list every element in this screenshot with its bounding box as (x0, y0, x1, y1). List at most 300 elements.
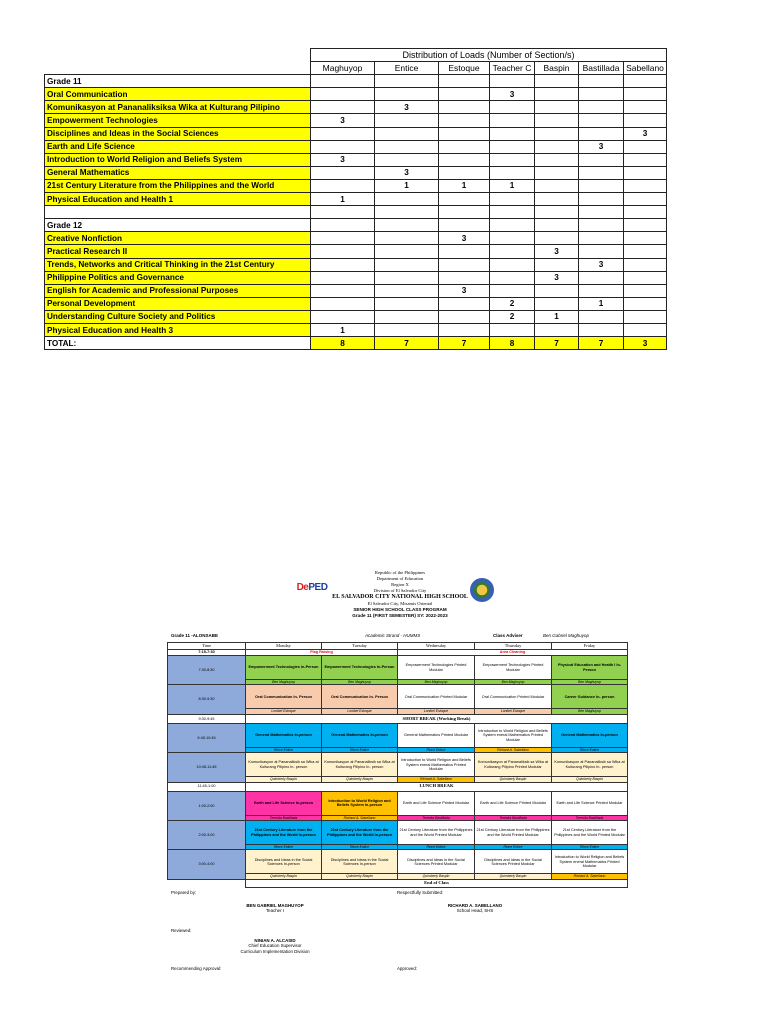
subject-row (45, 232, 667, 245)
subject-name: Physical Education and Health 3 (45, 323, 311, 336)
load-value (490, 101, 535, 114)
total-value: 7 (375, 337, 439, 350)
load-value (490, 284, 535, 297)
subject-name: Physical Education and Health 1 (45, 193, 311, 206)
time-cell: 7:15-7:30 (168, 650, 246, 656)
end-row (168, 879, 628, 887)
load-value (439, 166, 490, 179)
class-subject: Introduction to World Religion and Beliefs System eneral Mathematics Printed Modular (552, 850, 628, 874)
deped-logo: DePED (296, 582, 328, 593)
class-subject: Introduction to World Religion and Beliefs System In-person (322, 791, 398, 815)
load-value (579, 310, 624, 323)
load-value (579, 114, 624, 127)
class-teacher: Ben Maghuyop (398, 680, 475, 685)
signature-block (165, 888, 635, 1018)
class-teacher: Quimberly Baspin (322, 874, 398, 879)
class-row (168, 753, 628, 777)
load-value (375, 153, 439, 166)
loads-title: Distribution of Loads (Number of Section/s) (311, 49, 667, 62)
load-value (439, 114, 490, 127)
load-value (490, 114, 535, 127)
subject-name: Empowerment Technologies (45, 114, 311, 127)
subject-name: Earth and Life Science (45, 140, 311, 153)
load-value: 1 (311, 323, 375, 336)
class-subject: 21st Century Literature from the Philippines and the World Printed Modular (398, 821, 475, 845)
class-subject: Disciplines and Ideas in the Social Sciences Printed Modular (398, 850, 475, 874)
subject-row (45, 245, 667, 258)
class-teacher: Lonibel Estoque (246, 709, 322, 714)
load-value (535, 232, 579, 245)
subject-row (45, 101, 667, 114)
class-teacher: Richard A. Sabellano (552, 874, 628, 879)
break-label: LUNCH BREAK (246, 782, 628, 791)
load-value: 3 (375, 166, 439, 179)
subject-row (45, 88, 667, 101)
class-teacher: Ben Maghuyop (552, 680, 628, 685)
load-value (490, 323, 535, 336)
load-value (375, 284, 439, 297)
letterhead (165, 570, 635, 632)
teacher-header: Maghuyop (311, 62, 375, 75)
class-subject: Introduction to World Religion and Beliefs System eneral Mathematics Printed Modular (475, 723, 552, 747)
load-value (311, 297, 375, 310)
class-subject: Empowerment Technologies Printed Modular (475, 656, 552, 680)
time-cell: 9:30-9:45 (168, 714, 246, 723)
load-value: 3 (535, 271, 579, 284)
load-value: 1 (490, 179, 535, 192)
teacher-header: Entice (375, 62, 439, 75)
letterhead-line-1: Republic of the Philippines (374, 570, 426, 575)
empty-cell (375, 206, 439, 219)
load-value (375, 297, 439, 310)
day-header: Tuesday (322, 643, 398, 650)
load-value (490, 193, 535, 206)
load-value (311, 127, 375, 140)
load-value (490, 166, 535, 179)
class-subject: 21st Century Literature from the Philippines and the World In-person (322, 821, 398, 845)
program-subtitle: Grade 11 (FIRST SEMESTER) SY: 2022-2023 (352, 612, 448, 618)
blank-cell (168, 879, 246, 887)
load-value (535, 297, 579, 310)
load-value (375, 245, 439, 258)
blank-cell (45, 49, 311, 62)
class-teacher: Rince Entice (552, 747, 628, 752)
subject-name: Philippine Politics and Governance (45, 271, 311, 284)
load-value: 3 (624, 127, 667, 140)
load-value (624, 140, 667, 153)
class-subject: Oral Communication Printed Modular (398, 685, 475, 709)
class-teacher: Teresita Bastillada (552, 815, 628, 820)
subject-name: Introduction to World Religion and Beliefs System (45, 153, 311, 166)
schedule-header-row (168, 643, 628, 650)
subject-row (45, 297, 667, 310)
recommending-label: Recommending Approval: (171, 965, 222, 971)
subject-row (45, 284, 667, 297)
submitted-label: Respectfully Submitted: (397, 889, 444, 895)
load-value: 1 (535, 310, 579, 323)
empty-cell (490, 75, 535, 88)
subject-name: 21st Century Literature from the Philippines and the World (45, 179, 311, 192)
class-teacher: Rince Entice (322, 747, 398, 752)
empty-cell (45, 206, 311, 219)
load-value: 2 (490, 297, 535, 310)
loads-title-row (45, 49, 667, 62)
load-value (311, 271, 375, 284)
load-value (375, 258, 439, 271)
class-subject: General Mathematics In-person (552, 723, 628, 747)
empty-cell (375, 75, 439, 88)
day-header: Friday (552, 643, 628, 650)
class-subject: Disciplines and Ideas in the Social Sciences Printed Modular (475, 850, 552, 874)
subject-row (45, 179, 667, 192)
class-teacher: Quimberly Baspin (322, 777, 398, 782)
class-subject: Earth and Life Science Printed Modular (398, 791, 475, 815)
time-cell: 10:45-11:45 (168, 753, 246, 782)
empty-cell (375, 219, 439, 232)
grade-label: Grade 12 (45, 219, 311, 232)
break-row (168, 782, 628, 791)
subject-row (45, 310, 667, 323)
class-subject: Career Guidance In- person (552, 685, 628, 709)
load-value: 3 (535, 245, 579, 258)
subject-name: Understanding Culture Society and Politics (45, 310, 311, 323)
load-value (311, 101, 375, 114)
time-cell: 3:00-4:00 (168, 850, 246, 879)
break-label: SHORT BREAK (Working Break) (246, 714, 628, 723)
day-header: Wednesday (398, 643, 475, 650)
load-value (375, 232, 439, 245)
load-value (311, 284, 375, 297)
empty-cell (535, 219, 579, 232)
load-value (311, 310, 375, 323)
teacher-header: Estoque (439, 62, 490, 75)
load-value (624, 114, 667, 127)
time-cell: 7:30-8:30 (168, 656, 246, 685)
class-subject: Komunikasyon at Pananaliksik sa Wika at Kulturang Pilipino In- person (552, 753, 628, 777)
load-value (535, 114, 579, 127)
reviewed-label: Reviewed: (171, 927, 192, 933)
class-program (165, 570, 635, 1018)
load-value (375, 310, 439, 323)
load-value (439, 271, 490, 284)
class-subject: Oral Communication In- Person (322, 685, 398, 709)
load-value (624, 153, 667, 166)
class-subject: General Mathematics In-person (322, 723, 398, 747)
load-value (579, 193, 624, 206)
class-subject: Oral Communication In- Person (246, 685, 322, 709)
total-value: 3 (624, 337, 667, 350)
letterhead-line-2: Department of Education (376, 576, 424, 581)
class-subject: Komunikasyon at Pananaliksik sa Wika at Kulturang Pilipino Printed Modular (475, 753, 552, 777)
teacher-header-row (45, 62, 667, 75)
break-row (168, 714, 628, 723)
load-value (375, 114, 439, 127)
load-value (375, 140, 439, 153)
empty-cell (624, 75, 667, 88)
load-value (624, 166, 667, 179)
load-value (375, 127, 439, 140)
strand: Academic Strand - HUMMS (365, 633, 421, 638)
empty-cell (624, 206, 667, 219)
subject-row (45, 114, 667, 127)
class-subject: 21st Century Literature from the Philippines and the World Printed Modular (475, 821, 552, 845)
subject-name: Personal Development (45, 297, 311, 310)
load-value (311, 245, 375, 258)
class-teacher: Lonibel Estoque (398, 709, 475, 714)
class-teacher: Teresita Bastillada (398, 815, 475, 820)
prepared-signature: BEN GABRIEL MAGHUYOP Teacher I (246, 902, 304, 914)
time-cell: 9:45-10:45 (168, 723, 246, 752)
load-value (624, 232, 667, 245)
grade-row (45, 219, 667, 232)
adviser-label: Class Adviser (493, 633, 523, 638)
load-value (624, 179, 667, 192)
subject-name: English for Academic and Professional Purposes (45, 284, 311, 297)
load-value (579, 166, 624, 179)
empty-cell (579, 206, 624, 219)
class-subject: 21st Century Literature from the Philippines and the World Printed Modular (552, 821, 628, 845)
class-subject: General Mathematics Printed Modular (398, 723, 475, 747)
teacher-header: Bastillada (579, 62, 624, 75)
spacer-row (45, 206, 667, 219)
class-subject: Physical Education and Health I In- Person (552, 656, 628, 680)
adviser-name: Ben Gabriel Maghuyop (543, 633, 590, 638)
class-teacher: Rince Entice (475, 845, 552, 850)
load-value (624, 258, 667, 271)
class-teacher: Richard A. Sabellano (398, 777, 475, 782)
class-teacher: Quimberly Baspin (246, 874, 322, 879)
load-value (311, 179, 375, 192)
total-value: 7 (439, 337, 490, 350)
class-teacher: Quimberly Baspin (475, 874, 552, 879)
time-cell: 1:00-2:00 (168, 791, 246, 820)
total-value: 7 (579, 337, 624, 350)
subject-name: Disciplines and Ideas in the Social Sciences (45, 127, 311, 140)
load-value (439, 258, 490, 271)
load-value: 3 (311, 114, 375, 127)
time-cell: 11:45-1:00 (168, 782, 246, 791)
load-value: 3 (311, 153, 375, 166)
class-teacher: Rince Entice (246, 845, 322, 850)
load-value (535, 179, 579, 192)
load-value (439, 323, 490, 336)
letterhead-line-3: Region X (391, 582, 409, 587)
teacher-header: Teacher C (490, 62, 535, 75)
subject-name: General Mathematics (45, 166, 311, 179)
class-subject: Empowerment Technologies Printed Modular (398, 656, 475, 680)
school-seal-icon (470, 578, 494, 602)
class-teacher: Lonibel Estoque (322, 709, 398, 714)
subject-name: Creative Nonfiction (45, 232, 311, 245)
class-subject: Komunikasyon at Pananaliksik sa Wika at Kulturang Pilipino In- person (246, 753, 322, 777)
class-subject: Disciplines and Ideas in the Social Sciences In-person (246, 850, 322, 874)
class-subject: Earth and Life Science Printed Modular (475, 791, 552, 815)
teacher-header: Sabellano (624, 62, 667, 75)
load-value (490, 140, 535, 153)
empty-cell (535, 75, 579, 88)
load-value: 3 (579, 140, 624, 153)
load-value (579, 153, 624, 166)
load-value (490, 258, 535, 271)
load-value: 3 (439, 232, 490, 245)
letterhead-line-4: Division of El Salvador City (373, 588, 427, 593)
load-value (624, 245, 667, 258)
empty-cell (624, 219, 667, 232)
load-value (579, 127, 624, 140)
class-teacher: Rince Entice (246, 747, 322, 752)
schedule-table (167, 642, 628, 888)
class-teacher: Teresita Bastillada (475, 815, 552, 820)
class-subject: Earth and Life Science Printed Modular (552, 791, 628, 815)
section-info (165, 632, 635, 642)
empty-cell (439, 75, 490, 88)
empty-cell (439, 219, 490, 232)
subject-row (45, 140, 667, 153)
load-value: 3 (375, 101, 439, 114)
approved-label: Approved: (397, 965, 418, 971)
load-value: 3 (490, 88, 535, 101)
empty-cell (311, 75, 375, 88)
load-value (579, 271, 624, 284)
load-value (439, 88, 490, 101)
load-value (490, 153, 535, 166)
load-value (439, 127, 490, 140)
load-value (624, 310, 667, 323)
class-teacher: Lonibel Estoque (475, 709, 552, 714)
load-value (439, 310, 490, 323)
load-value: 3 (579, 258, 624, 271)
grade-label: Grade 11 (45, 75, 311, 88)
load-value (439, 297, 490, 310)
load-value (311, 140, 375, 153)
grade-row (45, 75, 667, 88)
load-value (624, 297, 667, 310)
class-subject: 21st Century Literature from the Philippines and the World In-person (246, 821, 322, 845)
load-value (375, 193, 439, 206)
subject-row (45, 153, 667, 166)
empty-cell (535, 206, 579, 219)
load-value (579, 245, 624, 258)
load-value (579, 88, 624, 101)
class-row (168, 791, 628, 815)
class-row (168, 850, 628, 874)
school-name: EL SALVADOR CITY NATIONAL HIGH SCHOOL (332, 594, 468, 600)
subject-row (45, 258, 667, 271)
load-value (624, 271, 667, 284)
class-teacher: Ben Maghuyop (246, 680, 322, 685)
load-value (490, 127, 535, 140)
blank-cell (45, 62, 311, 75)
load-value (439, 140, 490, 153)
class-row (168, 656, 628, 680)
load-value (375, 88, 439, 101)
load-value (439, 245, 490, 258)
class-row (168, 685, 628, 709)
load-value (579, 232, 624, 245)
subject-row (45, 323, 667, 336)
load-value (375, 271, 439, 284)
subject-name: Oral Communication (45, 88, 311, 101)
day-header: Monday (246, 643, 322, 650)
empty-cell (490, 219, 535, 232)
class-subject: General Mathematics In-person (246, 723, 322, 747)
load-value (535, 140, 579, 153)
day-header: Time (168, 643, 246, 650)
load-value (375, 323, 439, 336)
school-address: El Salvador City, Misamis Oriental (367, 601, 433, 606)
class-subject: Oral Communication Printed Modular (475, 685, 552, 709)
load-value (439, 193, 490, 206)
class-teacher: Quimberly Baspin (398, 874, 475, 879)
load-value (439, 153, 490, 166)
class-subject: Introduction to World Religion and Beliefs System eneral Mathematics Printed Modular (398, 753, 475, 777)
subject-name: Practical Research II (45, 245, 311, 258)
total-value: 8 (311, 337, 375, 350)
class-teacher: Quimberly Baspin (475, 777, 552, 782)
subject-name: Komunikasyon at Pananaliksiksa Wika at Kulturang Pilipino (45, 101, 311, 114)
load-value (579, 101, 624, 114)
section-name: Grade 11 -ALONSABE (171, 633, 219, 638)
total-value: 7 (535, 337, 579, 350)
load-value (490, 271, 535, 284)
class-teacher: Rince Entice (398, 845, 475, 850)
class-row (168, 723, 628, 747)
load-value (535, 153, 579, 166)
total-value: 8 (490, 337, 535, 350)
load-value (311, 258, 375, 271)
subject-row (45, 166, 667, 179)
load-value (624, 323, 667, 336)
subject-row (45, 271, 667, 284)
submitted-signature: RICHARD A. SABELLANO School Head, SHS (447, 902, 503, 914)
subject-name: Trends, Networks and Critical Thinking in the 21st Century (45, 258, 311, 271)
area-cleaning: Area Cleaning (398, 650, 628, 656)
load-value (535, 127, 579, 140)
load-value (439, 101, 490, 114)
reviewed-signature: NINIAN A. ALCASID Chief Education Supervisor Curriculum Implementation Division (240, 937, 310, 954)
load-value (490, 245, 535, 258)
load-value: 1 (375, 179, 439, 192)
class-subject: Disciplines and Ideas in the Social Sciences In-person (322, 850, 398, 874)
class-teacher: Quimberly Baspin (552, 777, 628, 782)
class-subject: Earth and Life Science In-person (246, 791, 322, 815)
empty-cell (439, 206, 490, 219)
teacher-header: Baspin (535, 62, 579, 75)
class-teacher: Rince Entice (552, 845, 628, 850)
load-value (535, 284, 579, 297)
load-value: 1 (311, 193, 375, 206)
empty-cell (490, 206, 535, 219)
empty-cell (311, 219, 375, 232)
program-title: SENIOR HIGH SCHOOL CLASS PROGRAM (353, 607, 447, 612)
end-of-class: End of Class (246, 879, 628, 887)
load-value (535, 166, 579, 179)
load-value (579, 179, 624, 192)
class-teacher: Ben Maghuyop (552, 709, 628, 714)
load-value (490, 232, 535, 245)
load-value (624, 88, 667, 101)
total-row (45, 337, 667, 350)
class-teacher: Rince Entice (322, 845, 398, 850)
class-teacher: Ben Maghuyop (475, 680, 552, 685)
day-header: Thursday (475, 643, 552, 650)
class-row (168, 821, 628, 845)
flag-raising: Flag Raising (246, 650, 398, 656)
class-teacher: Teresita Bastillada (246, 815, 322, 820)
class-teacher: Ben Maghuyop (322, 680, 398, 685)
empty-cell (311, 206, 375, 219)
class-teacher: Richard A. Sabellano (475, 747, 552, 752)
